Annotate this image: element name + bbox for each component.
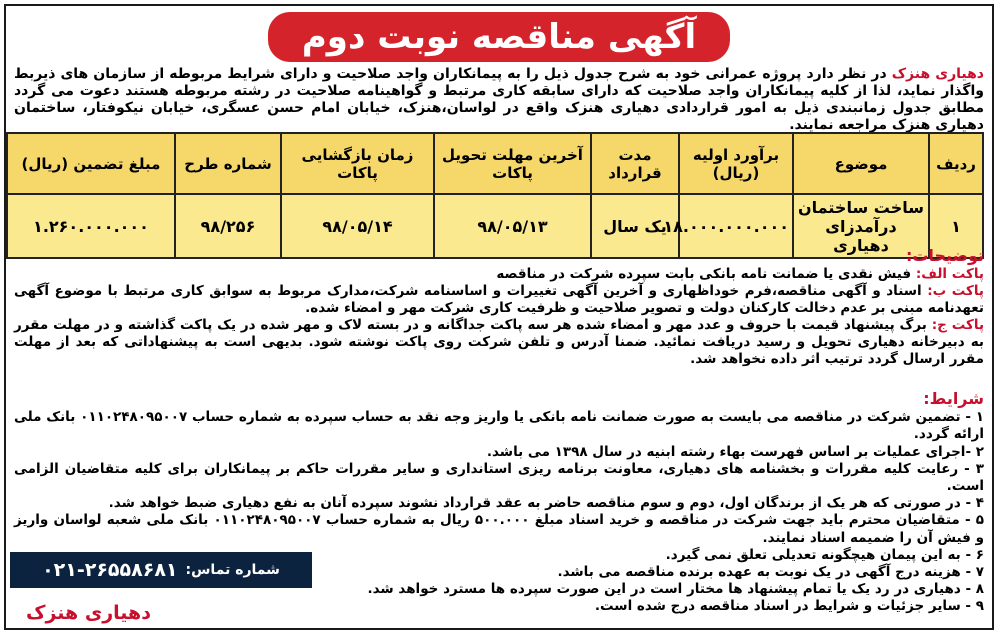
condition-item: ۸ - دهیاری در رد یک یا تمام پیشنهاد ها مختار است در این صورت سپرده ها مسترد خواهد شد. — [367, 581, 984, 598]
cell-radif: ۱ — [929, 194, 983, 258]
notice-title: آگهی مناقصه نوبت دوم — [268, 12, 730, 62]
cell-plan-no: ۹۸/۲۵۶ — [175, 194, 281, 258]
packet-a-text: فیش نقدی یا ضمانت نامه بانکی بابت سپرده شرکت در مناقصه — [496, 266, 912, 282]
cell-estimate: ۱۸.۰۰۰.۰۰۰.۰۰۰ — [679, 194, 793, 258]
header-subject: موضوع — [793, 133, 929, 194]
condition-item: ۴ - در صورتی که هر یک از برندگان اول، دوم و سوم مناقصه حاضر به عقد قرارداد نشوند سپرده آنان به نفع دهیاری ضبط خواهد شد. — [108, 495, 984, 512]
header-opening: زمان بازگشایی پاکات — [281, 133, 434, 194]
cell-duration: یک سال — [591, 194, 679, 258]
condition-item: ۵ - متقاضیان محترم باید جهت شرکت در مناقصه و خرید اسناد مبلغ ۵۰۰.۰۰۰ ریال به شماره حساب ۰۱۱۰۲۴۸۰۹۵۰۰۷ بانک ملی شعبه لواسان واریز و فیش آن را ضمیمه اسناد نمایند. — [14, 512, 985, 546]
table-header-row — [7, 133, 983, 194]
intro-text: در نظر دارد پروژه عمرانی خود به شرح جدول ذیل را به پیمانکاران واجد صلاحیت و دارای شرایط مربوطه از سازمان های ذیربط واگذار نماید، لذا از کلیه پیمانکاران واجد صلاحیت که دارای سابقه کاری مرتبط و گواهینامه صلاحیت در رشته مربوطه هستند دعوت می گردد مطابق جدول زمانبندی ذیل به امور قراردادی دهیاری هنزک واقع در لواسان،هنزک، خیابان امام حسن عسگری، خیابان نیکوفتار، ساختمان دهیاری هنزک مراجعه نمایند. — [14, 66, 984, 133]
title-banner — [6, 12, 992, 62]
cell-subject: ساخت ساختمان درآمدزای دهیاری — [793, 194, 929, 258]
cell-guarantee: ۱.۲۶۰.۰۰۰.۰۰۰ — [7, 194, 175, 258]
cell-opening: ۹۸/۰۵/۱۴ — [281, 194, 434, 258]
contact-label: شماره تماس: — [185, 562, 280, 578]
packet-c-text: برگ پیشنهاد قیمت با حروف و عدد مهر و امضاء شده هر سه پاکت جداگانه و در بسته لاک و مهر شده در یک پاکت گذاشته و در مهلت مقرر به دبیرخانه دهیاری تحویل و رسید دریافت نمائید. ضمنا آدرس و تلفن شرکت روی پاکت نوشته شود. بدیهی است به پیشنهاداتی که بعد از مهلت مقرر ارسال گردد ترتیب اثر داده نخواهد شد. — [14, 317, 984, 367]
condition-item: ۹ - سایر جزئیات و شرایط در اسناد مناقصه درج شده است. — [594, 598, 984, 615]
contact-box — [10, 552, 312, 588]
condition-item: ۲ -اجرای عملیات بر اساس فهرست بهاء رشته ابنیه در سال ۱۳۹۸ می باشد. — [486, 443, 984, 460]
packet-b-text: اسناد و آگهی مناقصه،فرم خوداظهاری و آخرین آگهی تغییرات و اساسنامه شرکت،مدارک مربوط به سوابق کاری مرتبط با موضوع آگهی تعهدنامه مبنی بر عدم دخالت کارکنان دولت و تصویر صلاحیت و ظرفیت کاری شرکت مهر و امضاء شده. — [14, 283, 984, 316]
condition-item: ۱ - تضمین شرکت در مناقصه می بایست به صورت ضمانت نامه بانکی یا واریز وجه نقد به حساب سپرده به شماره حساب ۰۱۱۰۲۴۸۰۹۵۰۰۷ بانک ملی ارائه گردد. — [14, 409, 984, 443]
header-duration: مدت قرارداد — [591, 133, 679, 194]
packet-b-label: پاکت ب: — [927, 283, 984, 299]
packet-c-label: پاکت ج: — [931, 317, 985, 333]
condition-item: ۶ - به این پیمان هیچگونه تعدیلی تعلق نمی گیرد. — [665, 546, 984, 563]
intro-paragraph — [14, 66, 984, 134]
tender-table — [6, 132, 984, 259]
header-guarantee: مبلغ تضمین (ریال) — [7, 133, 175, 194]
conditions-heading: شرایط: — [923, 389, 984, 408]
packet-c — [14, 317, 984, 368]
packet-a — [14, 266, 984, 283]
packet-a-label: پاکت الف: — [915, 266, 984, 282]
header-estimate: برآورد اولیه (ریال) — [679, 133, 793, 194]
cell-deadline: ۹۸/۰۵/۱۳ — [434, 194, 591, 258]
notes-heading: توضیحات: — [905, 246, 984, 265]
contact-phone-number[interactable]: ۰۲۱-۲۶۵۵۸۶۸۱ — [42, 559, 178, 581]
tender-notice — [4, 4, 994, 630]
intro-org-name: دهیاری هنزک — [891, 66, 984, 82]
header-radif: ردیف — [929, 133, 983, 194]
condition-item: ۷ - هزینه درج آگهی در یک نوبت به عهده برنده مناقصه می باشد. — [557, 564, 984, 581]
header-plan-no: شماره طرح — [175, 133, 281, 194]
header-deadline: آخرین مهلت تحویل پاکات — [434, 133, 591, 194]
organization-signature: دهیاری هنزک — [26, 602, 151, 624]
packet-b — [14, 283, 984, 317]
notes-section — [14, 247, 984, 368]
condition-item: ۳ - رعایت کلیه مقررات و بخشنامه های دهیاری، معاونت برنامه ریزی استانداری و سایر مقررات حاکم بر پیمانکاران برای کلیه متقاضیان الزامی است. — [14, 460, 984, 495]
